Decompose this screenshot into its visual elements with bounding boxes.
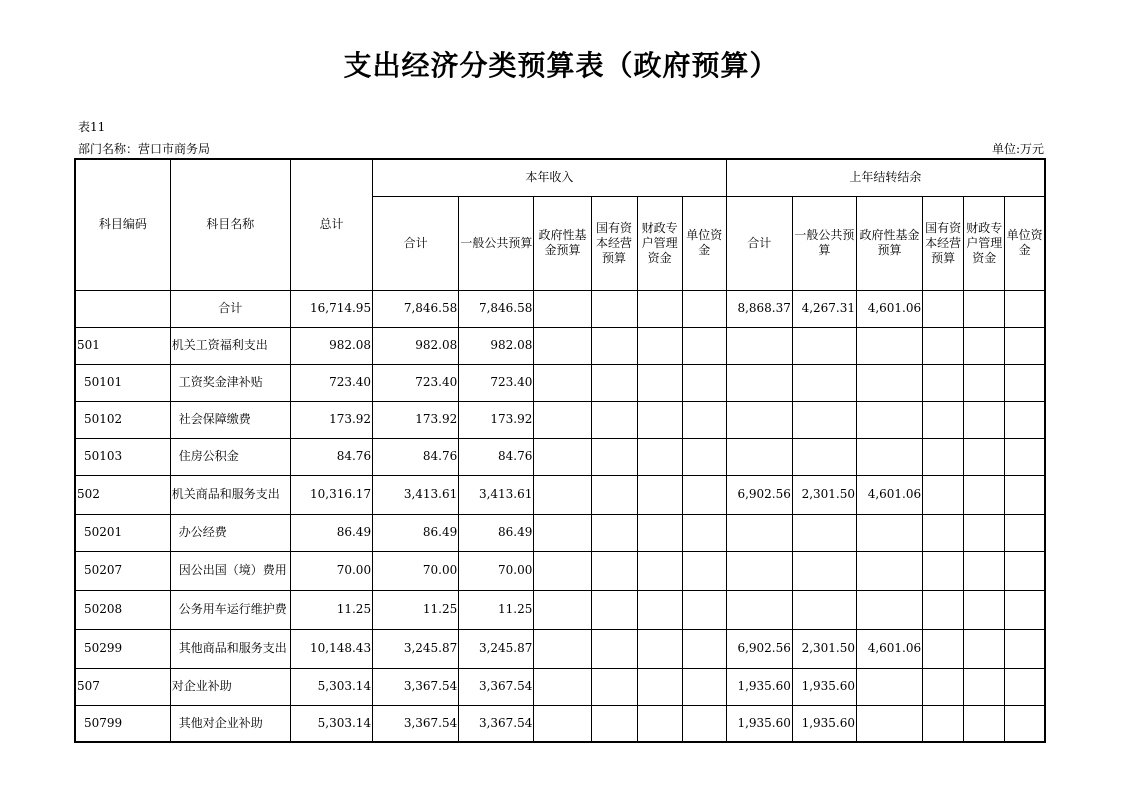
cell-cur-fiscal-special xyxy=(637,401,682,438)
cell-co-fund xyxy=(857,705,923,742)
cell-code: 50101 xyxy=(75,364,170,401)
table-row xyxy=(75,590,1045,629)
cell-co-unit xyxy=(1005,514,1045,551)
cell-cur-unit xyxy=(682,514,726,551)
cell-co-sum: 1,935.60 xyxy=(726,668,792,705)
cell-total: 16,714.95 xyxy=(290,290,372,327)
cell-name: 公务用车运行维护费 xyxy=(170,590,290,629)
header-co-general: 一般公共预算 xyxy=(792,196,856,290)
cell-code: 50207 xyxy=(75,551,170,590)
cell-name: 社会保障缴费 xyxy=(170,401,290,438)
cell-total: 5,303.14 xyxy=(290,668,372,705)
cell-cur-fund xyxy=(534,364,591,401)
cell-co-general xyxy=(792,401,856,438)
budget-table xyxy=(74,158,1046,743)
cell-name: 工资奖金津补贴 xyxy=(170,364,290,401)
table-row xyxy=(75,514,1045,551)
cell-total: 10,316.17 xyxy=(290,475,372,514)
cell-co-state-capital xyxy=(923,705,964,742)
cell-total: 84.76 xyxy=(290,438,372,475)
page-title: 支出经济分类预算表（政府预算） xyxy=(343,49,779,82)
cell-cur-sum: 3,413.61 xyxy=(373,475,459,514)
cell-cur-general: 7,846.58 xyxy=(459,290,534,327)
cell-co-state-capital xyxy=(923,290,964,327)
cell-code: 50103 xyxy=(75,438,170,475)
cell-co-fund: 4,601.06 xyxy=(857,629,923,668)
cell-cur-fund xyxy=(534,668,591,705)
cell-co-unit xyxy=(1005,364,1045,401)
cell-cur-fiscal-special xyxy=(637,629,682,668)
cell-total: 86.49 xyxy=(290,514,372,551)
cell-co-state-capital xyxy=(923,551,964,590)
cell-co-general xyxy=(792,364,856,401)
cell-code: 50201 xyxy=(75,514,170,551)
cell-cur-unit xyxy=(682,401,726,438)
cell-co-sum xyxy=(726,401,792,438)
table-row xyxy=(75,475,1045,514)
cell-co-state-capital xyxy=(923,438,964,475)
cell-co-fiscal-special xyxy=(964,668,1005,705)
cell-co-fund: 4,601.06 xyxy=(857,290,923,327)
header-name: 科目名称 xyxy=(170,159,290,290)
cell-cur-state-capital xyxy=(591,401,637,438)
cell-cur-state-capital xyxy=(591,290,637,327)
table-row xyxy=(75,401,1045,438)
cell-co-sum xyxy=(726,364,792,401)
cell-co-state-capital xyxy=(923,514,964,551)
cell-cur-general: 723.40 xyxy=(459,364,534,401)
cell-cur-sum: 3,245.87 xyxy=(373,629,459,668)
header-co-state-capital: 国有资本经营预算 xyxy=(923,196,964,290)
cell-co-fiscal-special xyxy=(964,705,1005,742)
cell-cur-fiscal-special xyxy=(637,590,682,629)
cell-cur-general: 3,413.61 xyxy=(459,475,534,514)
cell-name: 对企业补助 xyxy=(170,668,290,705)
cell-name: 因公出国（境）费用 xyxy=(170,551,290,590)
cell-co-state-capital xyxy=(923,629,964,668)
cell-cur-general: 982.08 xyxy=(459,327,534,364)
header-co-fund: 政府性基金预算 xyxy=(857,196,923,290)
cell-co-fund xyxy=(857,668,923,705)
cell-code: 50208 xyxy=(75,590,170,629)
header-co-sum: 合计 xyxy=(726,196,792,290)
header-code: 科目编码 xyxy=(75,159,170,290)
cell-code: 50799 xyxy=(75,705,170,742)
cell-cur-fund xyxy=(534,514,591,551)
department-label: 部门名称：营口市商务局 xyxy=(78,142,211,156)
header-cur-general: 一般公共预算 xyxy=(459,196,534,290)
cell-total: 723.40 xyxy=(290,364,372,401)
cell-co-unit xyxy=(1005,668,1045,705)
cell-co-fiscal-special xyxy=(964,401,1005,438)
cell-co-fiscal-special xyxy=(964,290,1005,327)
cell-co-sum xyxy=(726,590,792,629)
cell-cur-sum: 84.76 xyxy=(373,438,459,475)
cell-co-state-capital xyxy=(923,327,964,364)
cell-cur-unit xyxy=(682,705,726,742)
cell-co-fund xyxy=(857,551,923,590)
cell-co-fund xyxy=(857,401,923,438)
cell-co-general: 2,301.50 xyxy=(792,629,856,668)
cell-cur-fund xyxy=(534,475,591,514)
table-row xyxy=(75,364,1045,401)
cell-cur-fiscal-special xyxy=(637,668,682,705)
cell-cur-fiscal-special xyxy=(637,438,682,475)
table-row xyxy=(75,290,1045,327)
header-current-income: 本年收入 xyxy=(373,159,727,196)
header-total: 总计 xyxy=(290,159,372,290)
cell-total: 173.92 xyxy=(290,401,372,438)
cell-name: 其他对企业补助 xyxy=(170,705,290,742)
cell-code: 50102 xyxy=(75,401,170,438)
cell-cur-general: 84.76 xyxy=(459,438,534,475)
cell-co-fiscal-special xyxy=(964,327,1005,364)
cell-co-general xyxy=(792,514,856,551)
cell-co-fiscal-special xyxy=(964,629,1005,668)
cell-cur-fiscal-special xyxy=(637,290,682,327)
cell-name: 机关工资福利支出 xyxy=(170,327,290,364)
cell-co-general: 1,935.60 xyxy=(792,705,856,742)
cell-cur-fiscal-special xyxy=(637,705,682,742)
cell-co-fund: 4,601.06 xyxy=(857,475,923,514)
cell-code: 502 xyxy=(75,475,170,514)
cell-co-fiscal-special xyxy=(964,514,1005,551)
cell-cur-fund xyxy=(534,438,591,475)
cell-total: 10,148.43 xyxy=(290,629,372,668)
cell-cur-fund xyxy=(534,705,591,742)
cell-co-sum: 1,935.60 xyxy=(726,705,792,742)
cell-cur-sum: 70.00 xyxy=(373,551,459,590)
cell-cur-general: 173.92 xyxy=(459,401,534,438)
cell-cur-unit xyxy=(682,475,726,514)
cell-cur-fiscal-special xyxy=(637,514,682,551)
cell-cur-unit xyxy=(682,327,726,364)
cell-cur-state-capital xyxy=(591,475,637,514)
cell-co-sum: 6,902.56 xyxy=(726,629,792,668)
cell-cur-general: 3,245.87 xyxy=(459,629,534,668)
cell-co-unit xyxy=(1005,629,1045,668)
cell-cur-unit xyxy=(682,551,726,590)
cell-co-fund xyxy=(857,327,923,364)
table-row xyxy=(75,705,1045,742)
cell-cur-fund xyxy=(534,401,591,438)
cell-cur-fiscal-special xyxy=(637,327,682,364)
table-row xyxy=(75,629,1045,668)
cell-co-general: 2,301.50 xyxy=(792,475,856,514)
cell-name: 其他商品和服务支出 xyxy=(170,629,290,668)
cell-total: 11.25 xyxy=(290,590,372,629)
cell-cur-fiscal-special xyxy=(637,475,682,514)
cell-co-state-capital xyxy=(923,590,964,629)
header-cur-fund: 政府性基金预算 xyxy=(534,196,591,290)
header-cur-state-capital: 国有资本经营预算 xyxy=(591,196,637,290)
cell-cur-state-capital xyxy=(591,629,637,668)
cell-cur-general: 3,367.54 xyxy=(459,705,534,742)
cell-co-unit xyxy=(1005,327,1045,364)
cell-cur-state-capital xyxy=(591,364,637,401)
cell-cur-sum: 86.49 xyxy=(373,514,459,551)
cell-cur-unit xyxy=(682,364,726,401)
cell-co-unit xyxy=(1005,590,1045,629)
cell-co-sum xyxy=(726,551,792,590)
cell-co-state-capital xyxy=(923,475,964,514)
cell-cur-fund xyxy=(534,629,591,668)
cell-cur-fiscal-special xyxy=(637,551,682,590)
cell-total: 982.08 xyxy=(290,327,372,364)
cell-total: 70.00 xyxy=(290,551,372,590)
cell-co-fiscal-special xyxy=(964,438,1005,475)
cell-total: 5,303.14 xyxy=(290,705,372,742)
cell-co-unit xyxy=(1005,401,1045,438)
cell-co-sum: 6,902.56 xyxy=(726,475,792,514)
cell-co-unit xyxy=(1005,475,1045,514)
cell-co-general xyxy=(792,551,856,590)
table-row xyxy=(75,327,1045,364)
header-cur-fiscal-special: 财政专户管理资金 xyxy=(637,196,682,290)
cell-code: 501 xyxy=(75,327,170,364)
cell-co-general: 1,935.60 xyxy=(792,668,856,705)
cell-co-state-capital xyxy=(923,401,964,438)
cell-co-general xyxy=(792,590,856,629)
cell-cur-unit xyxy=(682,668,726,705)
cell-cur-unit xyxy=(682,629,726,668)
cell-name: 办公经费 xyxy=(170,514,290,551)
cell-cur-state-capital xyxy=(591,551,637,590)
cell-cur-sum: 723.40 xyxy=(373,364,459,401)
cell-cur-general: 70.00 xyxy=(459,551,534,590)
cell-cur-unit xyxy=(682,590,726,629)
cell-code: 507 xyxy=(75,668,170,705)
cell-co-state-capital xyxy=(923,364,964,401)
cell-co-sum xyxy=(726,438,792,475)
table-row xyxy=(75,438,1045,475)
cell-cur-state-capital xyxy=(591,438,637,475)
cell-co-fund xyxy=(857,438,923,475)
cell-co-fund xyxy=(857,364,923,401)
cell-co-fund xyxy=(857,514,923,551)
cell-cur-sum: 11.25 xyxy=(373,590,459,629)
cell-co-sum xyxy=(726,514,792,551)
cell-name: 合计 xyxy=(170,290,290,327)
cell-cur-state-capital xyxy=(591,668,637,705)
cell-cur-unit xyxy=(682,438,726,475)
cell-co-fiscal-special xyxy=(964,590,1005,629)
header-cur-unit: 单位资金 xyxy=(682,196,726,290)
cell-code xyxy=(75,290,170,327)
table-number: 表11 xyxy=(78,120,106,134)
cell-cur-unit xyxy=(682,290,726,327)
header-carryover: 上年结转结余 xyxy=(726,159,1045,196)
cell-cur-general: 11.25 xyxy=(459,590,534,629)
header-co-fiscal-special: 财政专户管理资金 xyxy=(964,196,1005,290)
cell-cur-sum: 982.08 xyxy=(373,327,459,364)
cell-co-general xyxy=(792,327,856,364)
cell-co-unit xyxy=(1005,438,1045,475)
cell-cur-fiscal-special xyxy=(637,364,682,401)
header-co-unit: 单位资金 xyxy=(1005,196,1045,290)
cell-cur-state-capital xyxy=(591,590,637,629)
cell-cur-state-capital xyxy=(591,514,637,551)
cell-co-unit xyxy=(1005,551,1045,590)
table-row xyxy=(75,668,1045,705)
cell-cur-sum: 3,367.54 xyxy=(373,668,459,705)
cell-co-unit xyxy=(1005,290,1045,327)
cell-co-fiscal-special xyxy=(964,551,1005,590)
cell-cur-general: 3,367.54 xyxy=(459,668,534,705)
cell-co-fiscal-special xyxy=(964,364,1005,401)
cell-co-general xyxy=(792,438,856,475)
cell-cur-fund xyxy=(534,327,591,364)
cell-cur-fund xyxy=(534,290,591,327)
cell-cur-general: 86.49 xyxy=(459,514,534,551)
cell-co-general: 4,267.31 xyxy=(792,290,856,327)
cell-name: 住房公积金 xyxy=(170,438,290,475)
table-row xyxy=(75,551,1045,590)
cell-co-sum: 8,868.37 xyxy=(726,290,792,327)
cell-cur-fund xyxy=(534,590,591,629)
cell-co-fiscal-special xyxy=(964,475,1005,514)
cell-co-fund xyxy=(857,590,923,629)
cell-cur-state-capital xyxy=(591,705,637,742)
cell-co-state-capital xyxy=(923,668,964,705)
header-cur-sum: 合计 xyxy=(373,196,459,290)
cell-cur-state-capital xyxy=(591,327,637,364)
cell-name: 机关商品和服务支出 xyxy=(170,475,290,514)
cell-cur-fund xyxy=(534,551,591,590)
cell-code: 50299 xyxy=(75,629,170,668)
cell-co-sum xyxy=(726,327,792,364)
cell-cur-sum: 7,846.58 xyxy=(373,290,459,327)
cell-cur-sum: 3,367.54 xyxy=(373,705,459,742)
unit-label: 单位:万元 xyxy=(991,142,1044,156)
cell-cur-sum: 173.92 xyxy=(373,401,459,438)
cell-co-unit xyxy=(1005,705,1045,742)
